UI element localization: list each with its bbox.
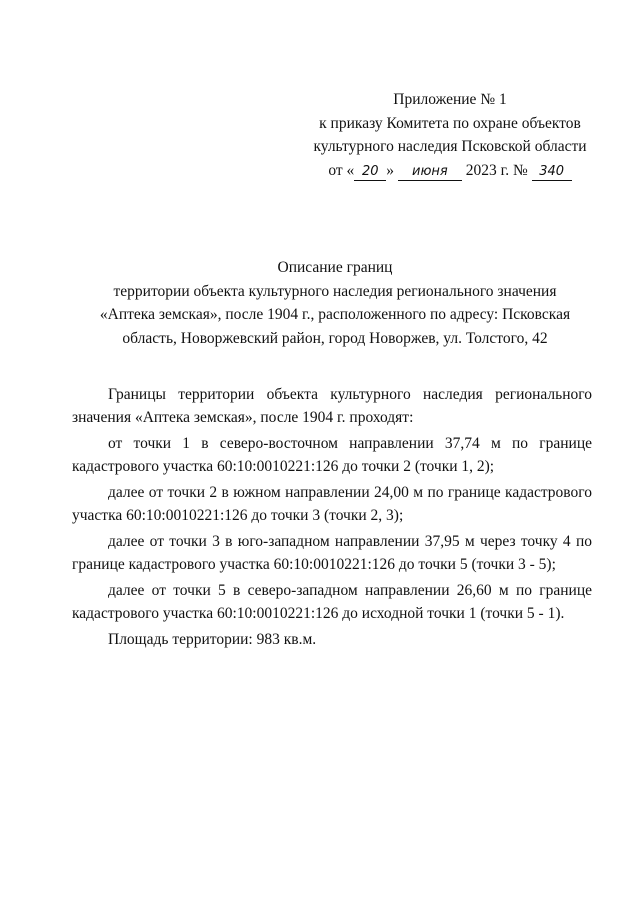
date-mid: » bbox=[386, 161, 395, 179]
paragraph-point-4: далее от точки 5 в северо-западном направлении 26,60 м по границе кадастрового участка 60:10:0010221:126 до исходной точки 1 (точки 5 - 1). bbox=[72, 582, 592, 622]
date-prefix: от « bbox=[328, 161, 355, 179]
date-year: 2023 г. № bbox=[465, 161, 528, 179]
attachment-date-line bbox=[300, 159, 600, 183]
paragraph-intro: Границы территории объекта культурного наследия регионального значения «Аптека земская», после 1904 г. проходят: bbox=[72, 386, 592, 426]
title-line-4: область, Новоржевский район, город Новоржев, ул. Толстого, 42 bbox=[122, 329, 548, 347]
handwritten-day: 20 bbox=[354, 164, 386, 181]
title-line-3: «Аптека земская», после 1904 г., расположенного по адресу: Псковская bbox=[99, 306, 571, 323]
attachment-committee: культурного наследия Псковской области bbox=[313, 138, 587, 155]
title-line-1: Описание границ bbox=[277, 259, 393, 276]
title-line-2: территории объекта культурного наследия регионального значения bbox=[113, 282, 557, 300]
paragraph-area: Площадь территории: 983 кв.м. bbox=[108, 631, 317, 648]
attachment-number: Приложение № 1 bbox=[393, 91, 507, 108]
document-body bbox=[72, 384, 592, 656]
document-title bbox=[70, 256, 600, 350]
handwritten-month: июня bbox=[398, 164, 462, 181]
paragraph-point-2: далее от точки 2 в южном направлении 24,00 м по границе кадастрового участка 60:10:0010221:126 до точки 3 (точки 2, 3); bbox=[72, 484, 592, 524]
handwritten-order-number: 340 bbox=[532, 164, 572, 181]
paragraph-point-3: далее от точки 3 в юго-западном направлении 37,95 м через точку 4 по границе кадастрового участка 60:10:0010221:126 до точки 5 (точки 3 - 5); bbox=[72, 533, 592, 573]
attachment-order-ref: к приказу Комитета по охране объектов bbox=[319, 114, 581, 132]
attachment-header bbox=[300, 88, 600, 182]
paragraph-point-1: от точки 1 в северо-восточном направлении 37,74 м по границе кадастрового участка 60:10:0010221:126 до точки 2 (точки 1, 2); bbox=[72, 435, 592, 475]
